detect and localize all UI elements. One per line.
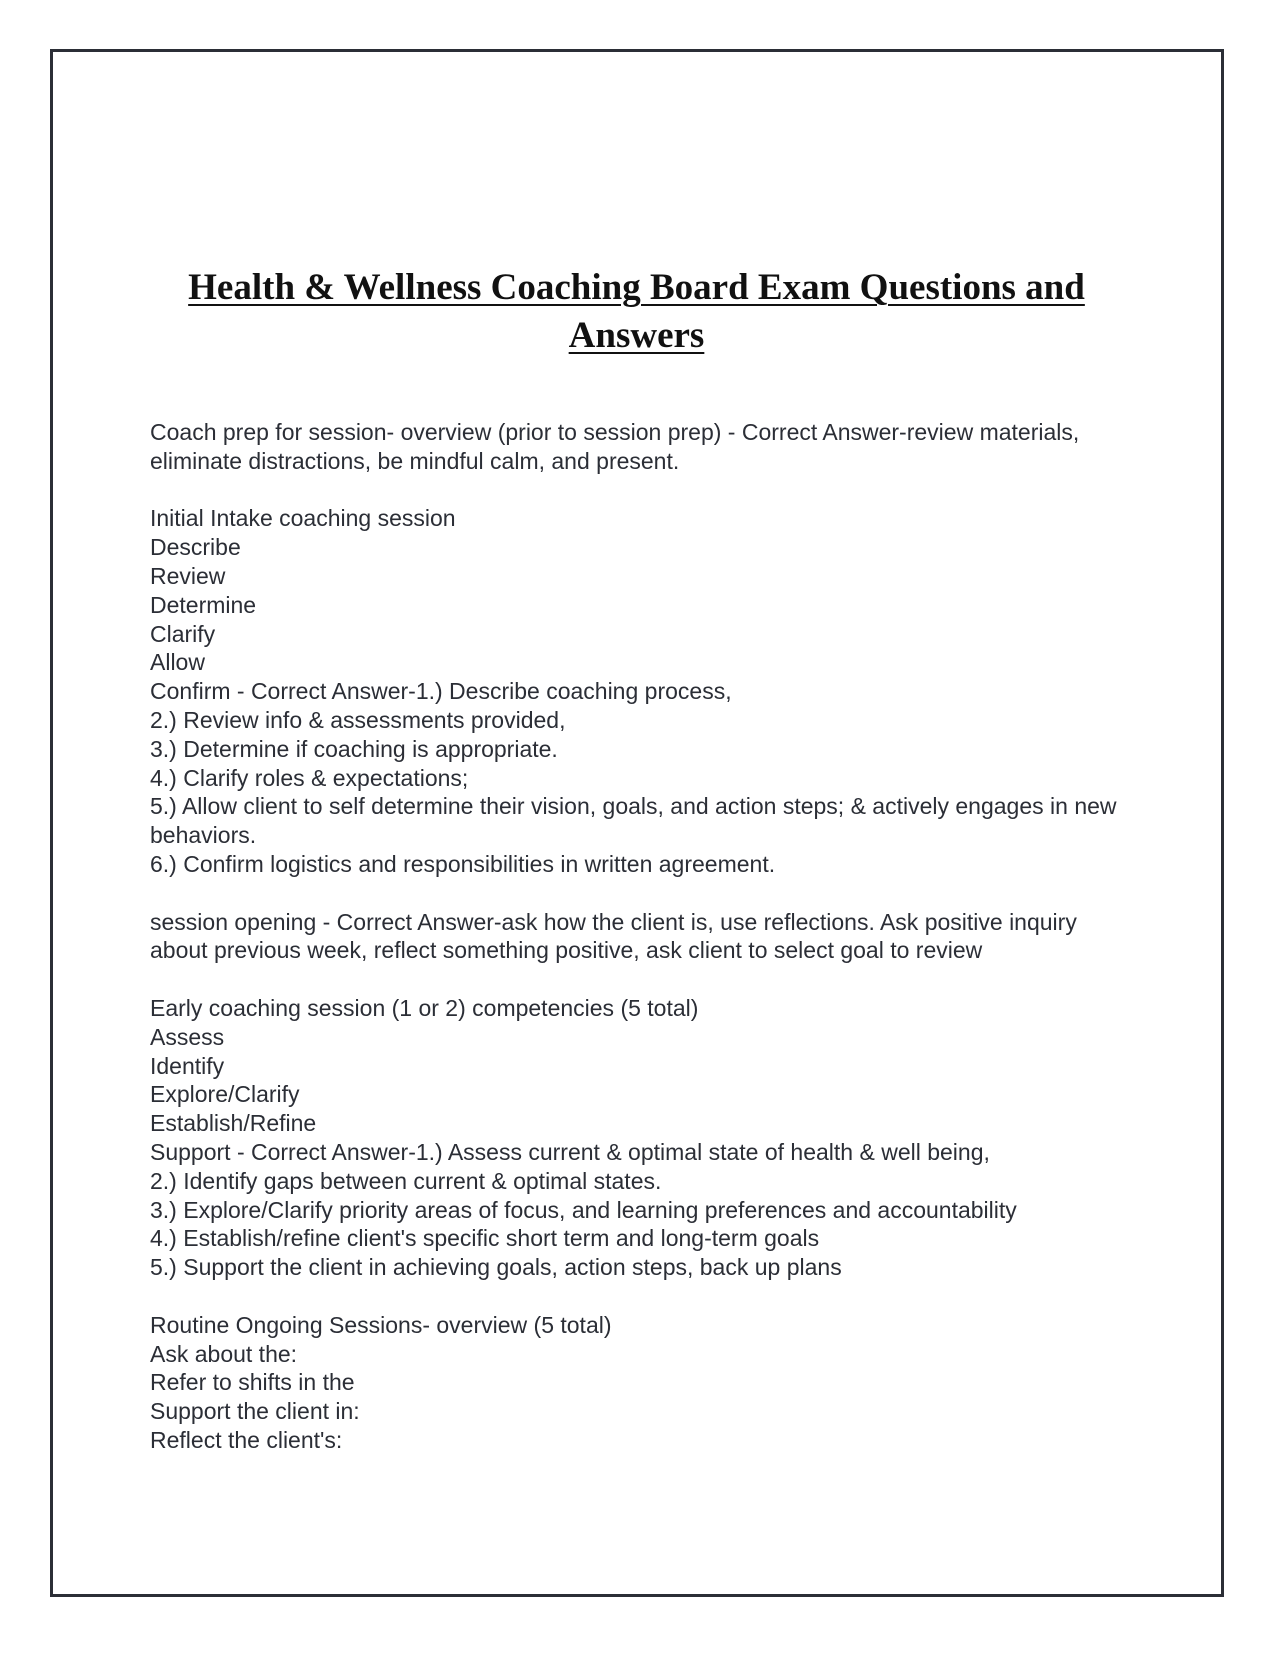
document-title: Health & Wellness Coaching Board Exam Questions and Answers bbox=[188, 267, 1085, 356]
text-line: 4.) Clarify roles & expectations; bbox=[150, 764, 469, 791]
text-line: Explore/Clarify bbox=[150, 1081, 300, 1108]
paragraph-session-opening bbox=[150, 908, 1140, 966]
text-line: Identify bbox=[150, 1052, 225, 1079]
text-line: Refer to shifts in the bbox=[150, 1369, 355, 1396]
paragraph-routine-ongoing bbox=[150, 1311, 1140, 1455]
text-line: 2.) Review info & assessments provided, bbox=[150, 706, 566, 733]
paragraph-coach-prep bbox=[150, 418, 1140, 476]
text-line: Reflect the client's: bbox=[150, 1426, 343, 1453]
text-line: 3.) Determine if coaching is appropriate. bbox=[150, 735, 558, 762]
text-line: 6.) Confirm logistics and responsibilities in written agreement. bbox=[150, 850, 776, 877]
text-line: 2.) Identify gaps between current & optimal states. bbox=[150, 1167, 662, 1194]
text-line: Review bbox=[150, 562, 226, 589]
text-line: Early coaching session (1 or 2) competencies (5 total) bbox=[150, 994, 699, 1021]
text-line: session opening - Correct Answer-ask how the client is, use reflections. Ask positive inquiry about previous week, reflect something positive, ask client to select goal to review bbox=[150, 908, 1084, 964]
text-line: Ask about the: bbox=[150, 1340, 298, 1367]
text-line: 5.) Support the client in achieving goals, action steps, back up plans bbox=[150, 1254, 842, 1281]
text-line: 4.) Establish/refine client's specific short term and long-term goals bbox=[150, 1225, 820, 1252]
text-line: Support - Correct Answer-1.) Assess current & optimal state of health & well being, bbox=[150, 1138, 990, 1165]
text-line: Initial Intake coaching session bbox=[150, 505, 456, 532]
text-line: Describe bbox=[150, 534, 241, 561]
text-line: Coach prep for session- overview (prior to session prep) - Correct Answer-review materials, eliminate distractions, be mindful calm, and present. bbox=[150, 419, 1086, 474]
text-line: Support the client in: bbox=[150, 1398, 360, 1425]
text-line: Assess bbox=[150, 1023, 225, 1050]
text-line: 5.) Allow client to self determine their vision, goals, and action steps; & actively engages in new behaviors. bbox=[150, 793, 1123, 849]
text-line: Confirm - Correct Answer-1.) Describe coaching process, bbox=[150, 678, 732, 705]
text-line: Establish/Refine bbox=[150, 1110, 317, 1137]
text-line: Clarify bbox=[150, 620, 216, 647]
document-body bbox=[150, 418, 1140, 1483]
text-line: 3.) Explore/Clarify priority areas of focus, and learning preferences and accountability bbox=[150, 1196, 1017, 1223]
paragraph-initial-intake bbox=[150, 504, 1140, 878]
text-line: Allow bbox=[150, 649, 205, 676]
text-line: Routine Ongoing Sessions- overview (5 total) bbox=[150, 1311, 612, 1338]
text-line: Determine bbox=[150, 591, 257, 618]
paragraph-early-coaching bbox=[150, 994, 1140, 1282]
